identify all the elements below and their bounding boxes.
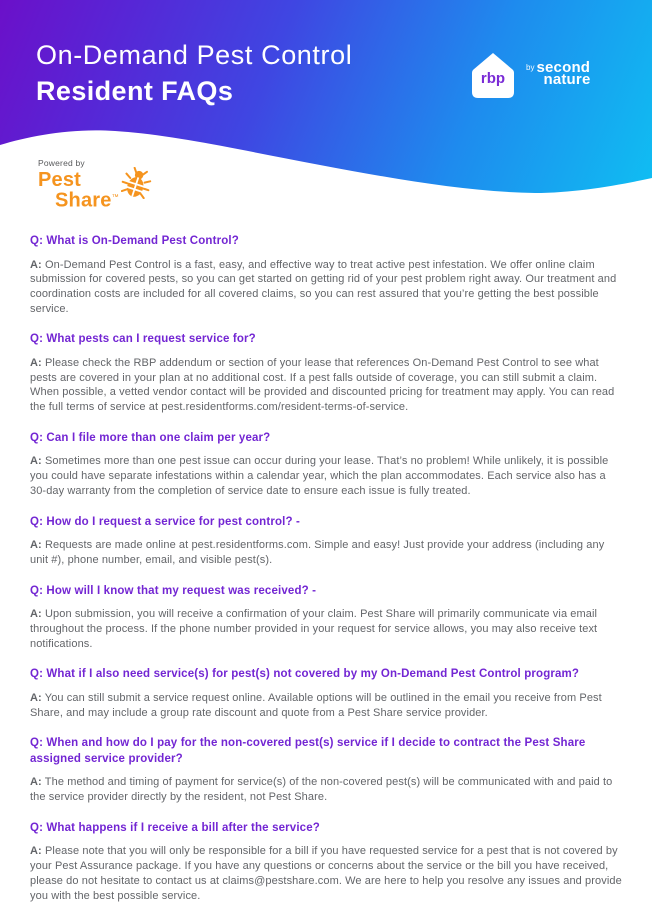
faq-question: Q: What happens if I receive a bill after the service? (30, 821, 320, 834)
answer-prefix: A: (30, 776, 42, 789)
faq-answer: A: You can still submit a service request online. Available options will be outlined in the email you receive from Pest Share, and may include a group rate discount and quote from a Pest Share service provider. (30, 691, 602, 719)
faq-question: Q: When and how do I pay for the non-covered pest(s) service if I decide to contract the Pest Share assigned service provider? (30, 737, 586, 765)
faq-item (30, 332, 622, 414)
faq-question: Q: What is On-Demand Pest Control? (30, 235, 239, 247)
page-title: On-Demand Pest Control (36, 40, 353, 70)
rbp-second-nature-logo (468, 50, 591, 102)
faq-answer: A: Please note that you will only be responsible for a bill if you have requested service for a pest that is not covered by your Pest Assurance package. If you have any questions or concerns about the service or the bill you have received, please do not hesitate to contact us at claims@pestshare.com. We are here to help you resolve any issues and provide you with the best possible service. (30, 845, 622, 902)
faq-item (30, 515, 622, 568)
trademark-symbol: ™ (111, 194, 119, 201)
faq-question: Q: Can I file more than one claim per year? (30, 431, 271, 444)
svg-text:rbp: rbp (480, 70, 506, 87)
faq-item (30, 736, 622, 805)
by-label: by (526, 63, 535, 72)
second-nature-wordmark (526, 59, 591, 88)
faq-question: Q: What pests can I request service for? (30, 333, 256, 346)
faq-list (0, 216, 652, 903)
faq-answer: A: Please check the RBP addendum or section of your lease that references On-Demand Pest Control to see what pests are covered in your plan at no additional cost. If a pest falls outside of coverage, you can still submit a claim. When possible, a vetted vendor contact will be provided and discounted pricing for treatment may apply. You can read the full terms of service at pest.residentforms.com/resident-terms-of-service. (30, 356, 615, 414)
answer-prefix: A: (30, 845, 42, 858)
brand-nature: nature (543, 71, 591, 88)
faq-question: Q: What if I also need service(s) for pest(s) not covered by my On-Demand Pest Control program? (30, 668, 580, 681)
faq-item (30, 431, 622, 499)
answer-prefix: A: (30, 539, 42, 552)
header-banner (0, 0, 652, 216)
faq-question: Q: How will I know that my request was received? - (30, 584, 317, 597)
faq-item (30, 584, 622, 652)
faq-item (30, 667, 622, 720)
pest-share-bug-icon (121, 167, 152, 199)
faq-item (30, 821, 622, 903)
faq-answer: A: The method and timing of payment for service(s) of the non-covered pest(s) will be communicated with and paid to the service provider directly by the resident, not Pest Share. (30, 776, 613, 804)
answer-prefix: A: (30, 691, 42, 704)
faq-answer: A: Upon submission, you will receive a confirmation of your claim. Pest Share will primarily communicate via email throughout the process. If the phone number provided in your request for service allows, you may also receive text notifications. (30, 608, 598, 650)
faq-answer: A: Requests are made online at pest.residentforms.com. Simple and easy! Just provide your address (including any unit #), phone number, email, and visible pest(s). (30, 539, 605, 566)
pest-share-logo (30, 158, 150, 210)
faq-answer: A: On-Demand Pest Control is a fast, easy, and effective way to treat active pest infestation. We offer online claim submission for covered pests, so you can get started on getting rid of your pest problem right away. Our treatment and coordination costs are included for all covered claims, so you can rest assured that you’re getting the best possible service. (30, 258, 617, 315)
faq-question: Q: How do I request a service for pest control? - (30, 515, 300, 528)
pest-share-wordmark-line1: Pest (38, 169, 82, 191)
powered-by-label: Powered by (38, 158, 85, 168)
rbp-house-icon (468, 50, 518, 102)
answer-prefix: A: (30, 356, 42, 369)
faq-answer: A: Sometimes more than one pest issue can occur during your lease. That’s no problem! While unlikely, it is possible you could have separate infestations within a calendar year, which the plan accommodates. Each service also has a 30-day warranty from the completion of service date to ensure each issue is fully treated. (30, 455, 609, 497)
brand-second: second (536, 59, 591, 76)
answer-prefix: A: (30, 455, 42, 468)
pest-share-wordmark-line2: Share™ (55, 189, 119, 212)
header-titles (36, 40, 352, 107)
faq-item (30, 234, 622, 316)
answer-prefix: A: (30, 258, 42, 271)
page-subtitle: Resident FAQs (36, 76, 234, 107)
answer-prefix: A: (30, 608, 42, 621)
